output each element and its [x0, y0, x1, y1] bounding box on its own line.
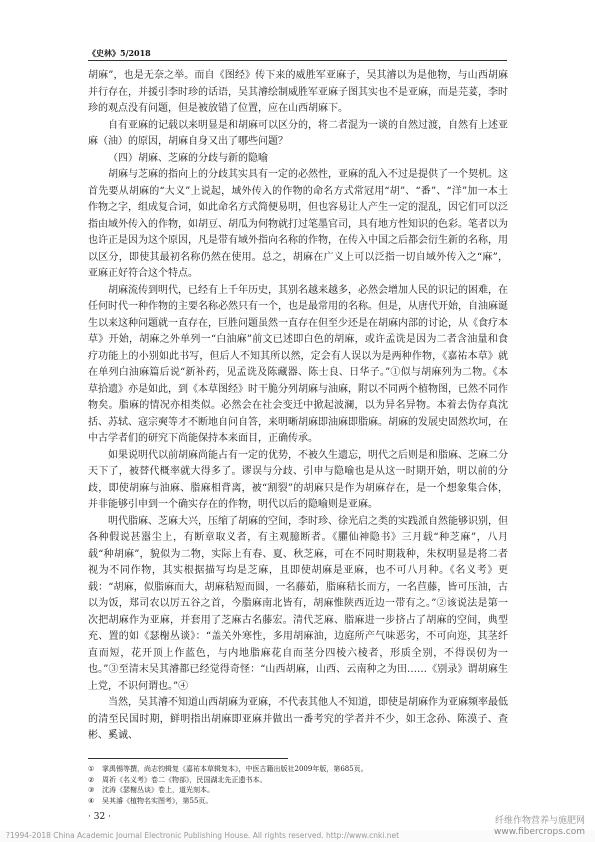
footnote-mark: ①: [88, 765, 95, 773]
footnote-text: 掌禹锡等撰，尚志钧辑复《嘉祐本草辑复本》，中医古籍出版社2009年版，第685页。: [102, 765, 368, 773]
copyright-line: ?1994-2018 China Academic Journal Electronic Publishing House. All rights reserved. http://www.cnki.net: [6, 831, 400, 840]
article-body: [88, 68, 508, 745]
footnote-mark: ③: [88, 786, 95, 794]
paragraph: 明代脂麻、芝麻大兴，压缩了胡麻的空间，李时珍、徐光启之类的实践派自然能够识别，但各种假说甚嚣尘上，有断章取义者，有主观臆断者。《臞仙神隐书》三月载“种芝麻”，八月载“种胡麻”，貌似为二物，实际上有春、夏、秋芝麻，可在不同时期栽种，朱权明显是将二者视为不同作物，其实根据描写均是芝麻，且即使胡麻是亚麻，也不可八月种。《名义考》更载：“胡麻，似脂麻而大，胡麻秸短而圆，一名藤茹，脂麻秸长而方，一名苣藤，皆可压油，古以为饭，郑司农以厉五谷之首，今脂麻南北皆有，胡麻惟陕西近边一带有之。”②该说法是第一次把胡麻作为亚麻，并套用了芝麻古名藤宏。清代芝麻、脂麻进一步挤占了胡麻的空间，典型充、置的如《瑟榭丛谈》：“盖关外寒性，多用胡麻油，边庭所产气味恶劣，不可向迩，其茎纤直而短，花开顶上作蓝色，与内地脂麻花自而茎分四棱六棱者，形质全别，不得误仞为一也。”③至清末吴其濬都已经觉得奇怪：“山西胡麻，山西、云南种之为田……《别录》谓胡麻生上党，不识何谓也。”④: [88, 515, 508, 692]
watermark: [494, 816, 585, 838]
journal-header: 《史林》5/2018: [88, 48, 151, 58]
paragraph: 胡麻”，也是无奈之举。而自《图经》传下来的威胜军亚麻子，吴其濬以为是他物，与山西胡麻并行存在，并援引李时珍的话语，吴其濬绘制威胜军亚麻子图其实也不是亚麻，而是芫荽，李时珍的观点没有问题，但是被放错了位置，应在山西胡麻下。: [88, 70, 508, 114]
footnote-mark: ④: [88, 796, 95, 805]
footnote: [88, 785, 508, 796]
footnote-rule: [88, 758, 288, 759]
footnote: [88, 796, 508, 807]
paragraph: 当然，吴其濬不知道山西胡麻为亚麻，不代表其他人不知道，即使是胡麻作为亚麻频率最低的清至民国时期，鲜明指出胡麻即亚麻并做出一番考究的学者并不少，如王念孙、陈漠子、查彬、奚诚、: [88, 697, 508, 741]
footnote-text: 沈涛《瑟榭丛谈》卷上，道光刻本。: [102, 786, 214, 794]
header-rule: [88, 60, 507, 61]
watermark-url: www.fibercrops.com: [494, 827, 585, 837]
paragraph: 胡麻流传到明代，已经有上千年历史，其别名越来越多，必然会增加人民的识记的困难，在任何时代一种作物的主要名称必然只有一个，也是最常用的名称。但是，从唐代开始，自油麻诞生以来这种问题就一直存在，巨胜问题虽然一直存在但至少还是在胡麻内部的讨论，从《食疗本草》开始，胡麻之外单列一“白油麻”前文已述即白色的胡麻，或许孟诜是因为二者含油量和食疗功能上的小别如此书写，但后人不知其所以然，定会有人误以为是两种作物，《嘉祐本草》就在单列白油麻篇后说“新补药，见孟诜及陈藏器、陈士良、日华子。”①似与胡麻列为二物。《本草拾遗》亦是如此，到《本草图经》时干脆分列胡麻与油麻，附以不同两个植物图，已然不同作物矣。脂麻的情况亦相类似。必然会在社会变迁中掀起波澜，以为异名异物。本着去伪存真沈括、苏轼、寇宗奭等才不断地自问自答，来明晰胡麻即油麻即脂麻。胡麻的发展史固然坎坷，在中古学者们的研究下尚能保持本来面目，正确传承。: [88, 284, 508, 444]
footnote-text: 吴其濬《植物名实图考》，第55页。: [102, 796, 213, 805]
footnote-mark: ②: [88, 775, 95, 784]
watermark-line: 纤维作物营养与施肥网: [494, 816, 585, 826]
footnote-text: 周祈《名义考》卷二《物部》，民国湖北先正遗书本。: [102, 775, 267, 784]
footnote: [88, 764, 508, 775]
section-heading: （四）胡麻、芝麻的分歧与新的隐喻: [108, 152, 268, 164]
page-number: · 32 ·: [88, 812, 111, 822]
footnotes: [88, 764, 508, 806]
footnote: [88, 775, 508, 786]
paragraph: 自有亚麻的记载以来明显是和胡麻可以区分的，将二者混为一谈的自然过渡，自然有上述亚麻（油）的原因，胡麻自身又出了哪些问题？: [88, 119, 508, 147]
paragraph: 胡麻与芝麻的指向上的分歧其实具有一定的必然性，亚麻的乱入不过是提供了一个契机。这首先要从胡麻的“大义”上说起，域外传入的作物的命名方式常冠用“胡”、“番”、“洋”加一本土作物之字，组成复合词，如此命名方式简便易明，但也容易让人产生一定的混乱，因它们可以泛指由域外传入的作物，如胡豆、胡瓜为何物就打过笔墨官司，具有地方性知识的色彩。笔者以为也许正是因为这个原因，凡是带有域外指向名称的作物，在传入中国之后都会衍生新的名称，用以区分，即使其最初名称仍然在使用。总之，胡麻在广义上可以泛指一切自域外传入之“麻”，亚麻正好符合这个特点。: [88, 169, 508, 279]
paragraph: 如果说明代以前胡麻尚能占有一定的优势，不被久生遗忘，明代之后则是和脂麻、芝麻二分天下了，被替代概率就大得多了。谬误与分歧、引申与隐喻也是从这一时期开始，明以前的分歧，即使胡麻与油麻、脂麻相背离，被“割裂”的胡麻只是作为胡麻存在，是一个想象集合体，并非能够引申到一个确实存在的作物，明代以后的隐喻则是亚麻。: [88, 449, 508, 510]
